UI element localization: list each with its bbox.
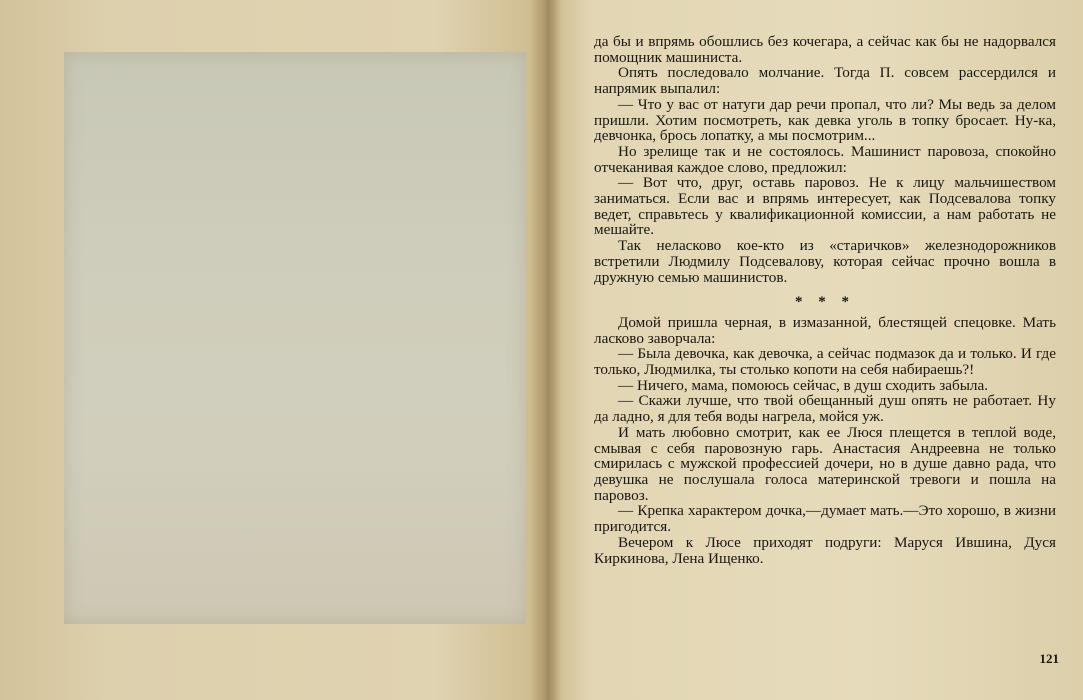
page-text (594, 34, 1056, 566)
paragraph: Но зрелище так и не состоялось. Машинист паровоза, спокойно отчеканивая каждое слово, предложил: (594, 142, 1056, 176)
paragraph: Так неласково кое-кто из «старичков» железнодорожников встретили Людмилу Подсевалову, которая сейчас прочно вошла в дружную семью машинистов. (594, 237, 1056, 286)
paragraph: — Крепка характером дочка,—думает мать.—Это хорошо, в жизни пригодится. (594, 502, 1056, 536)
paragraph: — Была девочка, как девочка, а сейчас подмазок да и только. И где только, Людмилка, ты столько копоти на себя набираешь?! (594, 345, 1056, 379)
paragraph: Вечером к Люсе приходят подруги: Маруся Ившина, Дуся Киркинова, Лена Ищенко. (594, 533, 1056, 567)
paragraph: Опять последовало молчание. Тогда П. совсем рассердился и напрямик выпалил: (594, 64, 1056, 98)
book-gutter (530, 0, 562, 700)
paragraph: — Скажи лучше, что твой обещанный душ опять не работает. Ну да ладно, я для тебя воды нагрела, мойся уж. (594, 392, 1056, 426)
page-number: 121 (1039, 651, 1059, 666)
section-separator: * * * (795, 294, 855, 311)
paragraph: — Ничего, мама, помоюсь сейчас, в душ сходить забыла. (618, 376, 989, 394)
paragraph: И мать любовно смотрит, как ее Люся плещется в теплой воде, смывая с себя паровозную гарь. Анастасия Андреевна не только смирилась с мужской профессией дочери, но в душе давно рада, что девушка не послушала голоса материнской тревоги и пошла на паровоз. (594, 423, 1056, 504)
blank-plate (64, 52, 526, 624)
paragraph: — Что у вас от натуги дар речи пропал, что ли? Мы ведь за делом пришли. Хотим посмотреть, как девка уголь в топку бросает. Ну-ка, девчонка, брось лопатку, а мы посмотрим... (594, 95, 1056, 145)
paragraph: — Вот что, друг, оставь паровоз. Не к лицу мальчишеством заниматься. Если вас и впрямь интересует, как Подсевалова топку ведет, справьтесь у квалификационной комиссии, а нам работать не мешайте. (594, 174, 1056, 239)
paragraph: Домой пришла черная, в измазанной, блестящей спецовке. Мать ласково заворчала: (594, 313, 1056, 347)
paragraph: да бы и впрямь обошлись без кочегара, а сейчас как бы не надорвался помощник машиниста. (594, 33, 1056, 66)
